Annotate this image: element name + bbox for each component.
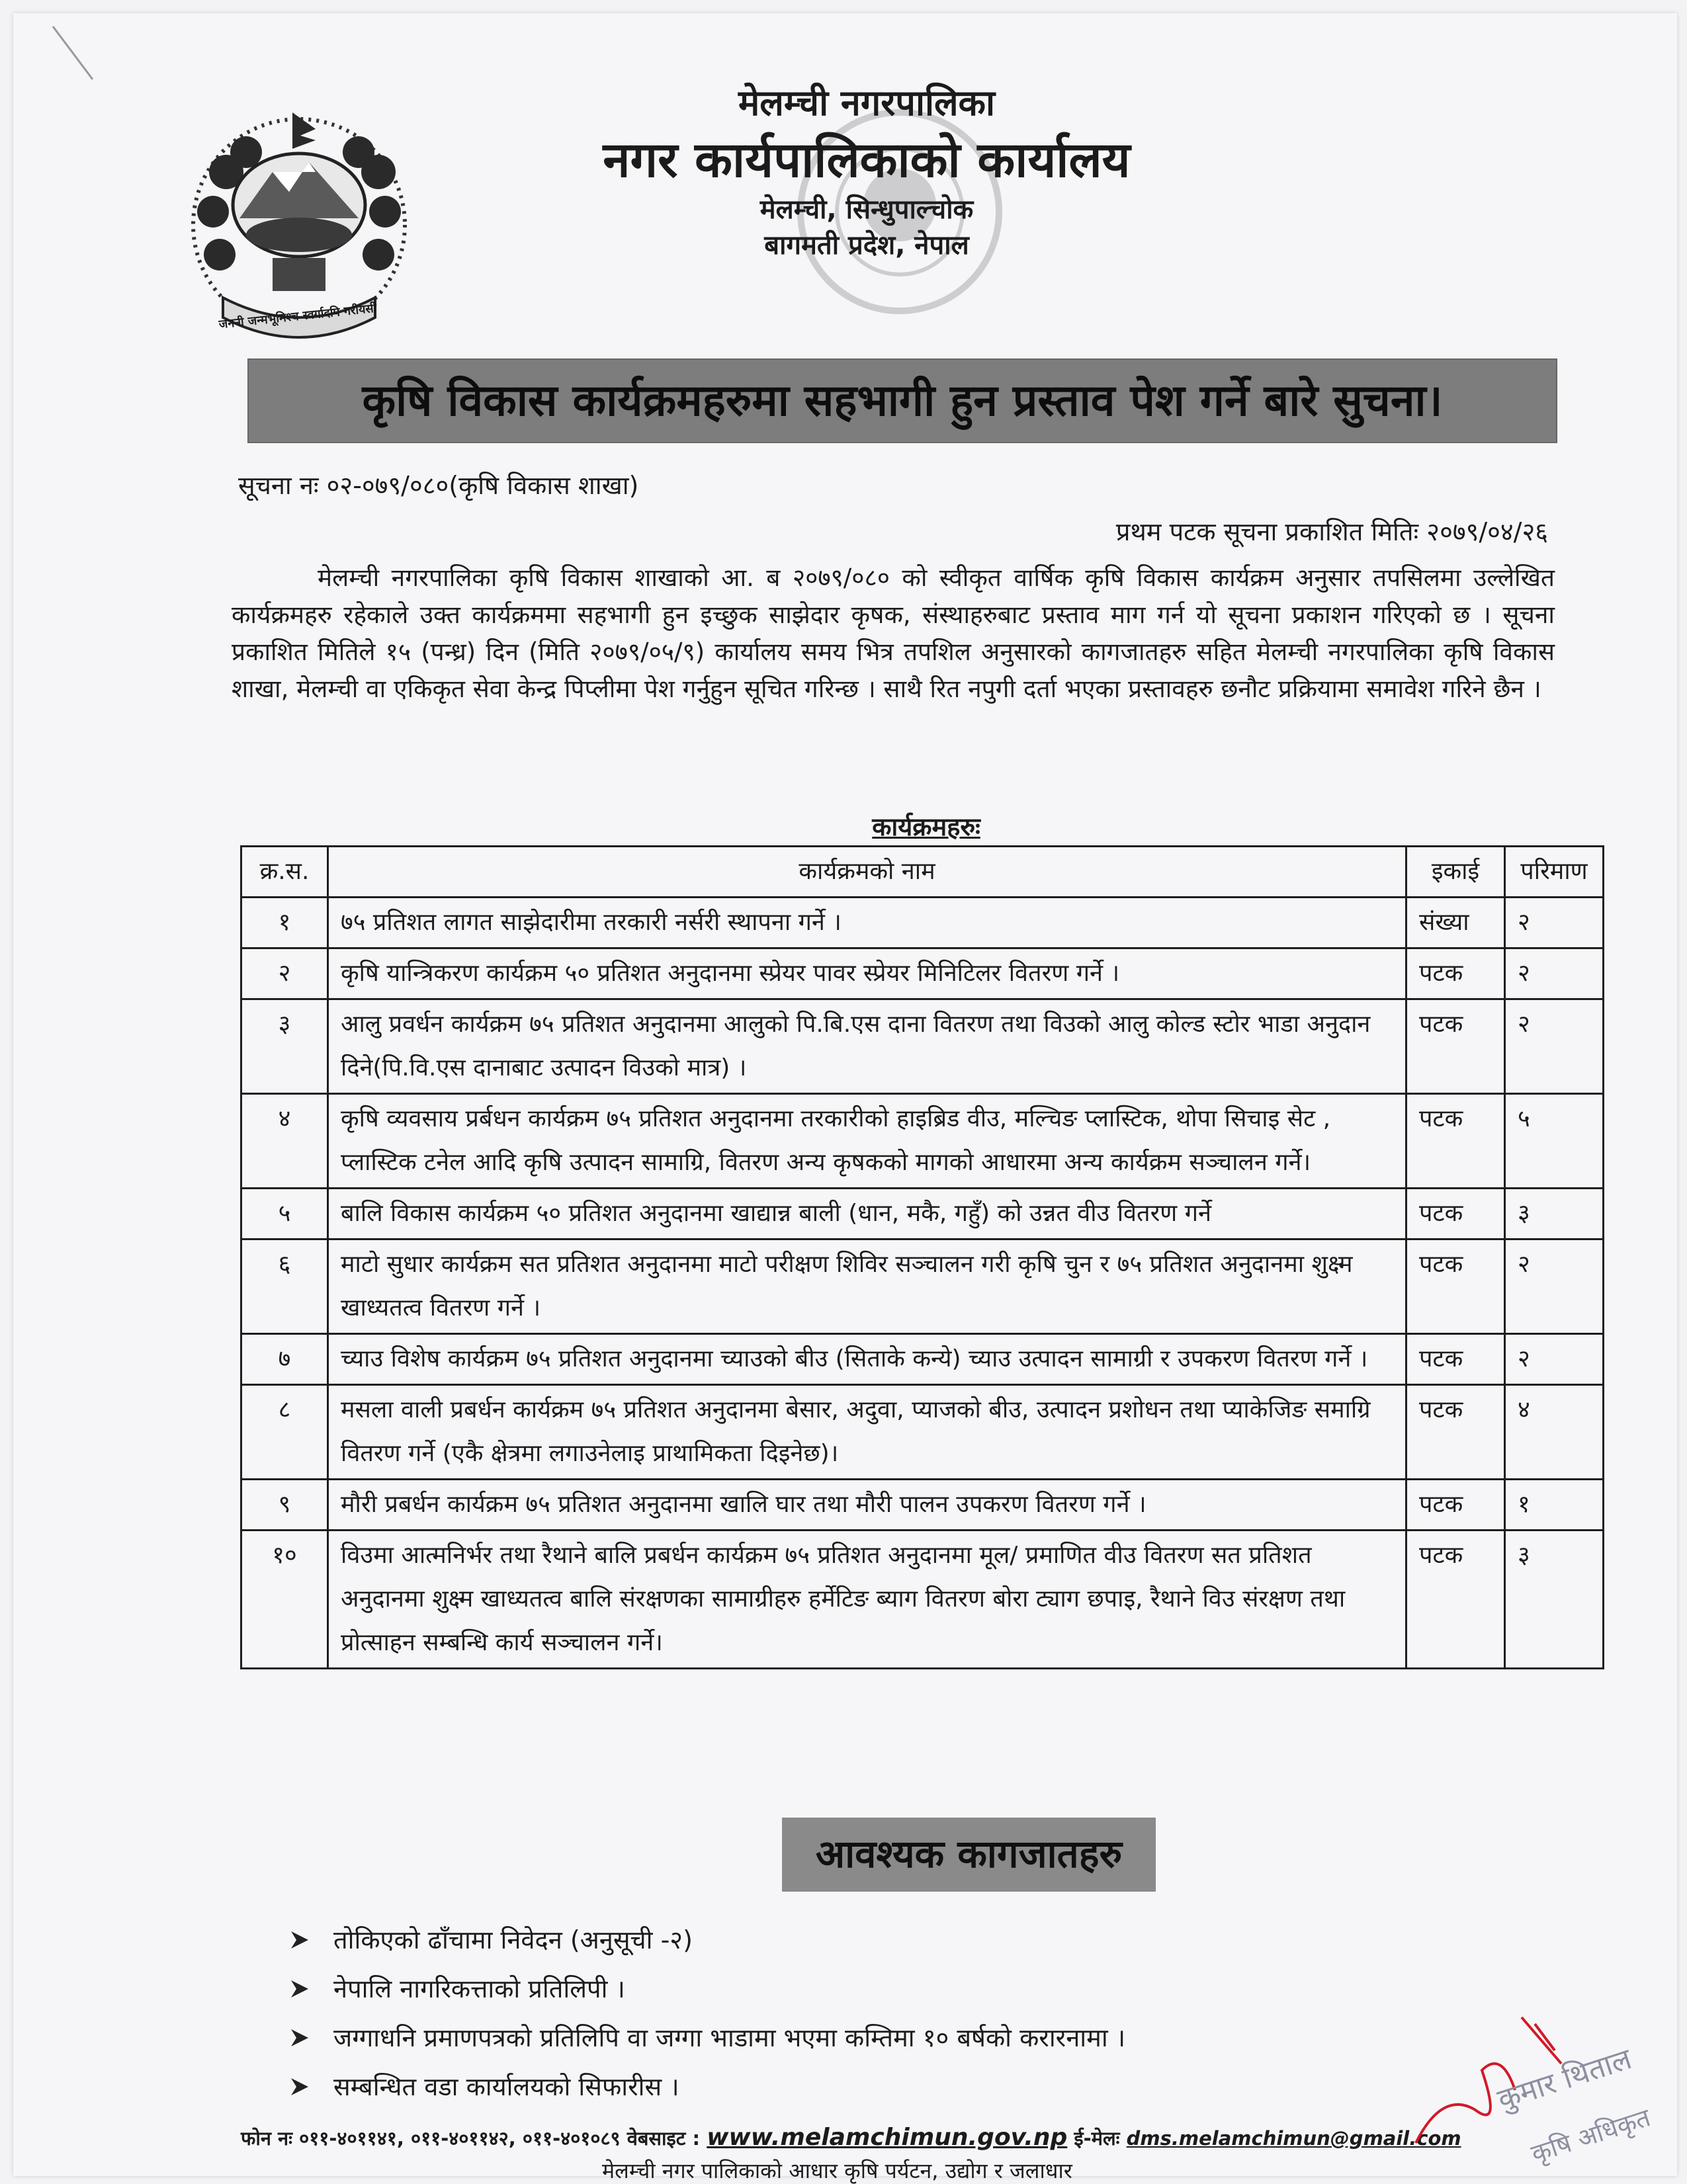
row-unit: पटक — [1406, 1480, 1505, 1531]
arrow-bullet-icon — [288, 2076, 311, 2098]
table-row — [241, 1094, 1604, 1189]
row-unit: पटक — [1406, 1239, 1505, 1334]
row-qty: २ — [1505, 999, 1604, 1094]
table-row — [241, 1189, 1604, 1239]
table-row — [241, 948, 1604, 999]
table-row — [241, 1480, 1604, 1531]
arrow-bullet-icon — [288, 1978, 311, 2000]
row-qty: २ — [1505, 898, 1604, 948]
row-program-name: विउमा आत्मनिर्भर तथा रैथाने बालि प्रबर्धन कार्यक्रम ७५ प्रतिशत अनुदानमा मूल/ प्रमाणित वीउ वितरण सत प्रतिशत अनुदानमा शुक्ष्म खाध्यतत्व बालि संरक्षणका सामाग्रीहरु हर्मेटिङ ब्याग वितरण बोरा ट्याग छपाइ, रैथाने विउ संरक्षण तथा प्रोत्साहन सम्बन्धि कार्य सञ्चालन गर्ने। — [328, 1531, 1406, 1669]
row-qty: ५ — [1505, 1094, 1604, 1189]
letterhead — [476, 78, 1257, 263]
website-label: वेबसाइट : — [627, 2127, 701, 2150]
row-unit: पटक — [1406, 1334, 1505, 1385]
row-program-name: च्याउ विशेष कार्यक्रम ७५ प्रतिशत अनुदानमा च्याउको बीउ (सिताके कन्ये) च्याउ उत्पादन सामाग्री र उपकरण वितरण गर्ने । — [328, 1334, 1406, 1385]
row-sn: १ — [241, 898, 328, 948]
row-qty: २ — [1505, 1239, 1604, 1334]
row-unit: पटक — [1406, 999, 1505, 1094]
list-item — [288, 1915, 1125, 1964]
table-row — [241, 1531, 1604, 1669]
row-qty: १ — [1505, 1480, 1604, 1531]
table-header-row — [241, 847, 1604, 898]
address-line-2: बागमती प्रदेश, नेपाल — [764, 230, 969, 261]
doc-item-text: जग्गाधनि प्रमाणपत्रको प्रतिलिपि वा जग्गा भाडामा भएमा कम्तिमा १० बर्षको करारनामा । — [333, 2023, 1126, 2052]
row-qty: ३ — [1505, 1189, 1604, 1239]
row-sn: १० — [241, 1531, 328, 1669]
table-row — [241, 898, 1604, 948]
table-row — [241, 1385, 1604, 1480]
notice-number: सूचना नः ०२-०७९/०८०(कृषि विकास शाखा) — [238, 471, 639, 500]
row-program-name: कृषि यान्त्रिकरण कार्यक्रम ५० प्रतिशत अनुदानमा स्प्रेयर पावर स्प्रेयर मिनिटिलर वितरण गर्ने । — [328, 948, 1406, 999]
office-name: नगर कार्यपालिकाको कार्यालय — [603, 132, 1131, 189]
phone-numbers: ०११-४०११४१, ०११-४०११४२, ०११-४०१०८९ — [299, 2127, 621, 2150]
row-program-name: बालि विकास कार्यक्रम ५० प्रतिशत अनुदानमा खाद्यान्न बाली (धान, मकै, गहुँ) को उन्नत वीउ वितरण गर्ने — [328, 1189, 1406, 1239]
website-link[interactable]: www.melamchimun.gov.np — [707, 2124, 1068, 2151]
notice-body: मेलम्ची नगरपालिका कृषि विकास शाखाको आ. ब २०७९/०८० को स्वीकृत वार्षिक कृषि विकास कार्यक्रम अनुसार तपसिलमा उल्लेखित कार्यक्रमहरु रहेकाले उक्त कार्यक्रममा सहभागी हुन इच्छुक साझेदार कृषक, संस्थाहरुबाट प्रस्ताव माग गर्न यो सूचना प्रकाशन गरिएको छ । सूचना प्रकाशित मितिले १५ (पन्ध्र) दिन (मिति २०७९/०५/९) कार्यालय समय भित्र तपशिल अनुसारको कागजातहरु सहित मेलम्ची नगरपालिका कृषि विकास शाखा, मेलम्ची वा एकिकृत सेवा केन्द्र पिप्लीमा पेश गर्नुहुन सूचित गरिन्छ । साथै रित नपुगी दर्ता भएका प्रस्तावहरु छनौट प्रक्रियामा समावेश गरिने छैन । — [232, 564, 1555, 703]
row-unit: पटक — [1406, 948, 1505, 999]
row-sn: ९ — [241, 1480, 328, 1531]
signature-designation: कृषि अधिकृत — [1528, 2103, 1654, 2169]
list-item — [288, 1964, 1125, 2013]
doc-item-text: तोकिएको ढाँचामा निवेदन (अनुसूची -२) — [333, 1925, 693, 1954]
required-docs-title: आवश्यक कागजातहरु — [815, 1831, 1123, 1876]
row-sn: ८ — [241, 1385, 328, 1480]
row-unit: संख्या — [1406, 898, 1505, 948]
col-header-sn: क्र.स. — [241, 847, 328, 898]
row-unit: पटक — [1406, 1189, 1505, 1239]
signature-icon — [1403, 2011, 1687, 2183]
row-unit: पटक — [1406, 1094, 1505, 1189]
row-program-name: माटो सुधार कार्यक्रम सत प्रतिशत अनुदानमा माटो परीक्षण शिविर सञ्चालन गरी कृषि चुन र ७५ प्रतिशत अनुदानमा शुक्ष्म खाध्यतत्व वितरण गर्ने । — [328, 1239, 1406, 1334]
col-header-unit: इकाई — [1406, 847, 1505, 898]
address-line-1: मेलम्ची, सिन्धुपाल्चोक — [759, 194, 974, 225]
publication-date: प्रथम पटक सूचना प्रकाशित मितिः २०७९/०४/२६ — [1115, 517, 1548, 546]
footer-slogan: मेलम्ची नगर पालिकाको आधार कृषि पर्यटन, उद्योग र जलाधार — [602, 2158, 1072, 2183]
row-program-name: आलु प्रवर्धन कार्यक्रम ७५ प्रतिशत अनुदानमा आलुको पि.बि.एस दाना वितरण तथा विउको आलु कोल्ड स्टोर भाडा अनुदान दिने(पि.वि.एस दानाबाट उत्पादन विउको मात्र) । — [328, 999, 1406, 1094]
signature-name: कुमार थिताल — [1493, 2042, 1636, 2117]
row-sn: ३ — [241, 999, 328, 1094]
list-item — [288, 2062, 1125, 2111]
programs-table — [240, 845, 1604, 1669]
required-docs-list — [288, 1915, 1125, 2111]
row-qty: ३ — [1505, 1531, 1604, 1669]
scan-mark-icon — [46, 20, 106, 86]
arrow-bullet-icon — [288, 1929, 311, 1951]
row-sn: ५ — [241, 1189, 328, 1239]
row-sn: ७ — [241, 1334, 328, 1385]
email-link[interactable]: dms.melamchimun@gmail.com — [1126, 2127, 1461, 2150]
municipality-name: मेलम्ची नगरपालिका — [738, 82, 996, 124]
row-qty: २ — [1505, 1334, 1604, 1385]
list-item — [288, 2013, 1125, 2062]
row-sn: २ — [241, 948, 328, 999]
notice-title: कृषि विकास कार्यक्रमहरुमा सहभागी हुन प्रस्ताव पेश गर्ने बारे सुचना। — [362, 375, 1443, 426]
row-program-name: मसला वाली प्रबर्धन कार्यक्रम ७५ प्रतिशत अनुदानमा बेसार, अदुवा, प्याजको बीउ, उत्पादन प्रशोधन तथा प्याकेजिङ समाग्रि वितरण गर्ने (एकै क्षेत्रमा लगाउनेलाइ प्राथामिकता दिइनेछ)। — [328, 1385, 1406, 1480]
doc-item-text: सम्बन्धित वडा कार्यालयको सिफारीस । — [333, 2072, 679, 2101]
row-qty: २ — [1505, 948, 1604, 999]
row-program-name: मौरी प्रबर्धन कार्यक्रम ७५ प्रतिशत अनुदानमा खालि घार तथा मौरी पालन उपकरण वितरण गर्ने । — [328, 1480, 1406, 1531]
emblem-caption: जननी जन्मभूमिश्च स्वर्गादपि गरीयसी — [218, 301, 378, 332]
phone-label: फोन नः — [241, 2127, 293, 2150]
doc-item-text: नेपालि नागरिकत्ताको प्रतिलिपी । — [333, 1974, 625, 2003]
row-program-name: ७५ प्रतिशत लागत साझेदारीमा तरकारी नर्सरी स्थापना गर्ने । — [328, 898, 1406, 948]
email-label: ई-मेलः — [1074, 2127, 1120, 2150]
table-row — [241, 1239, 1604, 1334]
table-row — [241, 1334, 1604, 1385]
table-row — [241, 999, 1604, 1094]
row-sn: ६ — [241, 1239, 328, 1334]
row-sn: ४ — [241, 1094, 328, 1189]
row-qty: ४ — [1505, 1385, 1604, 1480]
row-program-name: कृषि व्यवसाय प्रर्बधन कार्यक्रम ७५ प्रतिशत अनुदानमा तरकारीको हाइब्रिड वीउ, मल्चिङ प्लास्टिक, थोपा सिचाइ सेट , प्लास्टिक टनेल आदि कृषि उत्पादन सामाग्रि, वितरण अन्य कृषकको मागको आधारमा अन्य कार्यक्रम सञ्चालन गर्ने। — [328, 1094, 1406, 1189]
arrow-bullet-icon — [288, 2027, 311, 2049]
col-header-name: कार्यक्रमको नाम — [328, 847, 1406, 898]
row-unit: पटक — [1406, 1385, 1505, 1480]
col-header-qty: परिमाण — [1505, 847, 1604, 898]
programs-heading: कार्यक्रमहरुः — [872, 812, 980, 841]
row-unit: पटक — [1406, 1531, 1505, 1669]
